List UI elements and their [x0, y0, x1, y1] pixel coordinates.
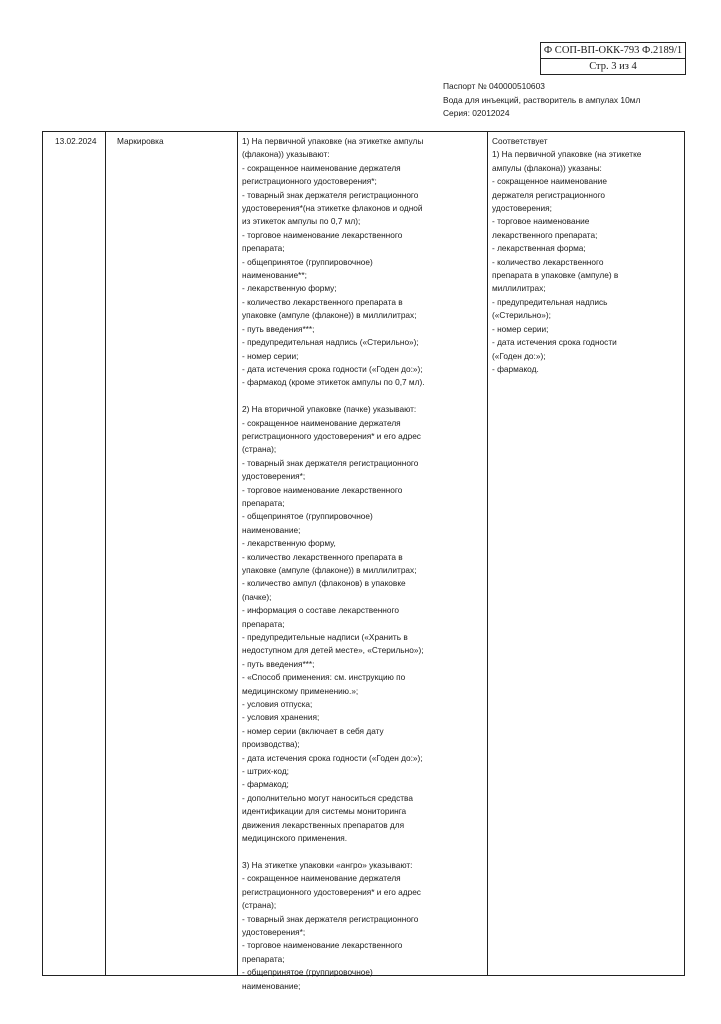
requirement-line: медицинскому применению.»; — [242, 685, 359, 696]
result-line: лекарственного препарата; — [492, 229, 598, 240]
requirement-line: - общепринятое (группировочное) — [242, 256, 373, 267]
requirement-line: - лекарственную форму; — [242, 283, 337, 294]
requirement-line: - количество лекарственного препарата в — [242, 296, 403, 307]
requirements-cell — [242, 135, 482, 993]
result-line: - фармакод. — [492, 363, 539, 374]
requirement-line: - «Способ применения: см. инструкцию по — [242, 672, 406, 683]
result-line: ампулы (флакона)) указаны: — [492, 162, 602, 173]
result-line: Соответствует — [492, 136, 548, 146]
result-line: - торговое наименование — [492, 216, 590, 227]
requirement-line: наименование; — [242, 980, 301, 991]
requirement-line: - сокращенное наименование держателя — [242, 417, 401, 428]
requirement-line: - сокращенное наименование держателя — [242, 162, 401, 173]
column-divider — [237, 132, 238, 975]
form-code: Ф СОП-ВП-ОКК-793 Ф.2189/1 — [541, 43, 685, 59]
requirement-line: регистрационного удостоверения*; — [242, 176, 377, 187]
requirement-line: медицинского применения. — [242, 833, 348, 844]
requirement-line: - штрих-код; — [242, 766, 289, 777]
requirement-line: удостоверения*; — [242, 471, 306, 482]
series-number: Серия: 02012024 — [443, 108, 510, 118]
requirement-line: - сокращенное наименование держателя — [242, 873, 401, 884]
result-line: 1) На первичной упаковке (на этикетке — [492, 149, 642, 160]
requirement-line: (пачке); — [242, 591, 272, 602]
section-gap — [242, 390, 482, 403]
result-line: препарата в упаковке (ампуле) в — [492, 270, 619, 281]
requirement-line: - номер серии; — [242, 350, 299, 361]
requirement-line: - дата истечения срока годности («Годен до:»); — [242, 752, 423, 763]
requirement-line: - предупредительная надпись («Стерильно»); — [242, 337, 419, 348]
requirement-line: - путь введения***; — [242, 658, 315, 669]
requirement-line: - товарный знак держателя регистрационного — [242, 913, 419, 924]
requirement-line: - дополнительно могут наноситься средства — [242, 792, 413, 803]
requirement-line: - путь введения***; — [242, 323, 315, 334]
requirement-line: - торговое наименование лекарственного — [242, 484, 403, 495]
result-line: («Стерильно»); — [492, 310, 551, 321]
requirement-line: - информация о составе лекарственного — [242, 605, 399, 616]
passport-number: Паспорт № 040000510603 — [443, 81, 545, 91]
requirement-line: - номер серии (включает в себя дату — [242, 725, 384, 736]
results-table — [42, 131, 685, 991]
requirement-line: движения лекарственных препаратов для — [242, 819, 405, 830]
requirement-line: идентификации для системы мониторинга — [242, 806, 407, 817]
form-code-box — [540, 42, 686, 75]
page-number: Стр. 3 из 4 — [589, 61, 637, 72]
requirement-line: - торговое наименование лекарственного — [242, 940, 403, 951]
requirement-line: наименование; — [242, 524, 301, 535]
requirement-line: препарата; — [242, 497, 285, 508]
result-cell — [492, 135, 680, 376]
requirement-line: - количество ампул (флаконов) в упаковке — [242, 578, 406, 589]
requirement-line: - предупредительные надписи («Хранить в — [242, 632, 408, 643]
column-divider — [487, 132, 488, 975]
requirement-line: - количество лекарственного препарата в — [242, 551, 403, 562]
requirement-line: 2) На вторичной упаковке (пачке) указывают: — [242, 404, 417, 415]
column-divider — [105, 132, 106, 975]
requirement-line: 3) На этикетке упаковки «ангро» указывают: — [242, 859, 413, 870]
requirement-line: из этикеток ампулы по 0,7 мл); — [242, 216, 361, 227]
result-line: («Годен до:»); — [492, 350, 546, 361]
requirement-line: удостоверения*(на этикетке флаконов и одной — [242, 203, 423, 214]
section-gap — [242, 846, 482, 859]
requirement-line: препарата; — [242, 243, 285, 254]
requirement-line: препарата; — [242, 618, 285, 629]
product-name: Вода для инъекций, растворитель в ампулах 10мл — [443, 94, 641, 105]
requirement-line: - общепринятое (группировочное) — [242, 511, 373, 522]
parameter-cell: Маркировка — [117, 136, 164, 146]
requirement-line: - дата истечения срока годности («Годен до:»); — [242, 363, 423, 374]
requirement-line: - фармакод (кроме этикеток ампулы по 0,7 мл). — [242, 377, 425, 388]
result-line: - номер серии; — [492, 323, 549, 334]
requirement-line: недоступном для детей месте», «Стерильно»); — [242, 645, 424, 656]
requirement-line: регистрационного удостоверения* и его адрес — [242, 886, 421, 897]
requirement-line: - товарный знак держателя регистрационного — [242, 457, 419, 468]
requirement-line: - лекарственную форму, — [242, 538, 336, 549]
requirement-line: удостоверения*; — [242, 926, 306, 937]
requirement-line: - общепринятое (группировочное) — [242, 967, 373, 978]
requirement-line: препарата; — [242, 953, 285, 964]
requirement-line: производства); — [242, 739, 300, 750]
requirement-line: упаковке (ампуле (флаконе)) в миллилитрах; — [242, 564, 417, 575]
requirement-line: (флакона)) указывают: — [242, 149, 330, 160]
result-line: миллилитрах; — [492, 283, 546, 294]
passport-header — [443, 80, 640, 121]
result-line: - сокращенное наименование — [492, 176, 607, 187]
requirement-line: наименование**; — [242, 270, 307, 281]
result-line: - лекарственная форма; — [492, 243, 586, 254]
requirement-line: - условия отпуска; — [242, 699, 313, 710]
requirement-line: регистрационного удостоверения* и его адрес — [242, 430, 421, 441]
requirement-line: (страна); — [242, 444, 277, 455]
result-line: - предупредительная надпись — [492, 296, 608, 307]
requirement-line: (страна); — [242, 900, 277, 911]
requirement-line: - условия хранения; — [242, 712, 320, 723]
requirement-line: - торговое наименование лекарственного — [242, 229, 403, 240]
date-cell: 13.02.2024 — [55, 136, 97, 146]
requirement-line: - товарный знак держателя регистрационного — [242, 189, 419, 200]
requirement-line: 1) На первичной упаковке (на этикетке ампулы — [242, 136, 424, 146]
result-line: - количество лекарственного — [492, 256, 604, 267]
requirement-line: упаковке (ампуле (флаконе)) в миллилитрах; — [242, 310, 417, 321]
result-line: удостоверения; — [492, 203, 552, 214]
result-line: - дата истечения срока годности — [492, 337, 617, 348]
requirement-line: - фармакод; — [242, 779, 289, 790]
result-line: держателя регистрационного — [492, 189, 606, 200]
